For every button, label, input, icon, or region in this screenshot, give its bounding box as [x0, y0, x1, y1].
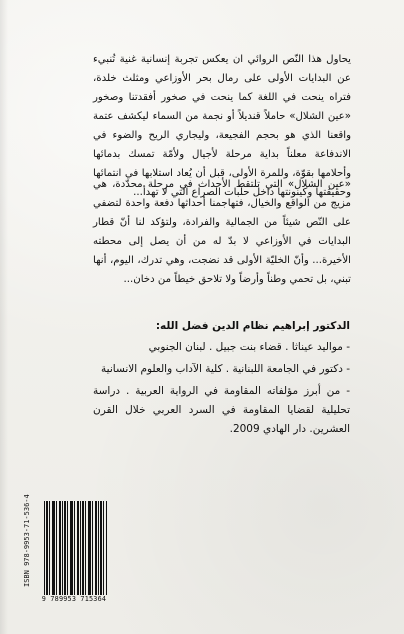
isbn-vertical-text: ISBN 978-9953-71-536-4 — [23, 494, 31, 587]
barcode-icon — [44, 501, 107, 595]
barcode-number: 9 789953 715364 — [41, 595, 107, 603]
author-bio-item-position: - دكتور في الجامعة اللبنانية . كلية الآداب والعلوم الانسانية — [101, 363, 350, 375]
author-bio-list — [93, 338, 350, 439]
synopsis-paragraph-2: «عين الشلال» التي تلتقط الأحداث في مرحلة محدّدة، هي مزيج من الواقع والخيال، فتهاجمنا أحداثها دفعة واحدة لتضفي على النّص شيئاً من الجمالية والفرادة، ولتؤكد لنا أنّ قطار البدايات في الأوزاعي لا بدّ له من أن يصل إلى محطته الأخيرة... وأنّ الخليّة الأولى قد نضجت، وهي تدرك، اليوم، أنها تبني، بل تحمي وطناً وأرضاً ولا تلاحق خيطاً من دخان... — [93, 179, 351, 286]
isbn-barcode — [23, 494, 107, 609]
spine-shadow — [0, 0, 8, 634]
author-bio-item-publications: - من أبرز مؤلفاته المقاومة في الرواية العربية . دراسة تحليلية لقضايا المقاومة في السرد العربي خلال القرن العشرين. دار الهادي 2009. — [93, 385, 350, 435]
synopsis-paragraph-1: يحاول هذا النّص الروائي ان يعكس تجربة إنسانية غنية تُنبيء عن البدايات الأولى على رمال بحر الأوزاعي ومثلث خلدة، فتراه ينحت في اللغة كما ينحت في صخور أفقدتنا وصخور «عين الشلال» حاملاً قنديلاً أو نجمة من السماء ليكشف عتمة واقعنا الذي هو بحجم الفجيعة، وليجاري الريح والضوء في الاندفاعة معلناً بداية مرحلة لأجيال ولأمّة تمسك بدمائها وأحلامها بقوّة، وللمرة الأولى، قبل أن يُعاد استلابها في انتمائها وحقيقتها وكينونتها داخل حلبات الصراع التي لا تهدأ... — [93, 54, 351, 199]
author-heading: الدكتور إبراهيم نظام الدين فضل الله: — [155, 320, 350, 332]
author-bio-item-birthplace: - مواليد عيناثا . قضاء بنت جبيل . لبنان الجنوبي — [148, 341, 350, 353]
author-bio — [93, 317, 350, 442]
